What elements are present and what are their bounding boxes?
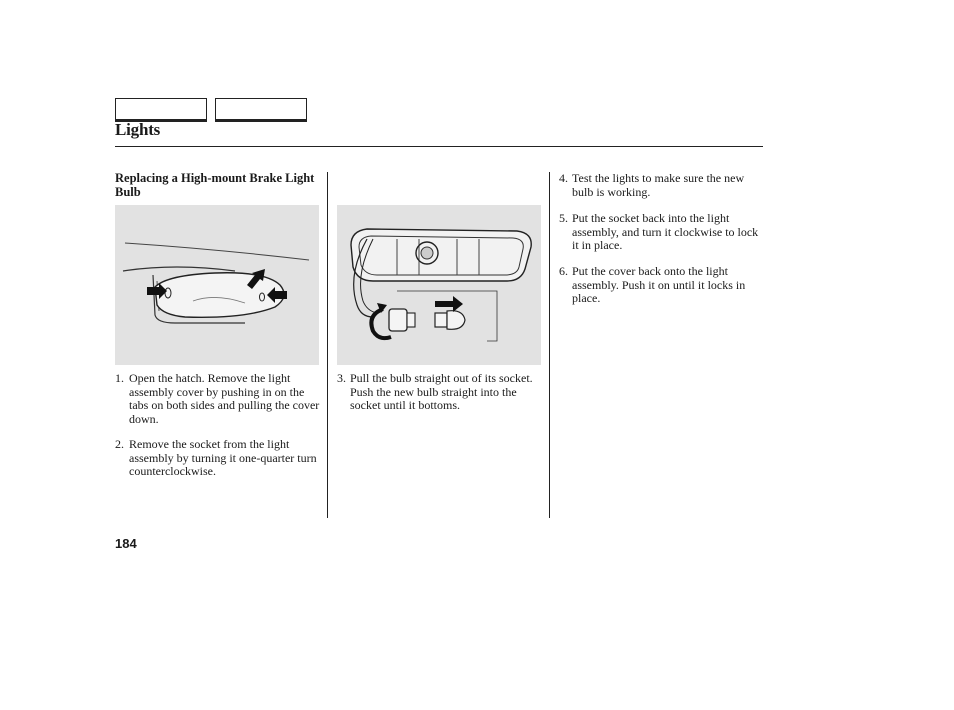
section-subtitle: Replacing a High-mount Brake Light Bulb	[115, 171, 315, 199]
step-text: Test the lights to make sure the new bulb is working.	[572, 171, 745, 199]
nav-tab-1[interactable]	[115, 98, 207, 122]
column-divider-2	[549, 172, 550, 518]
column-divider-1	[327, 172, 328, 518]
step-number: 2.	[115, 437, 124, 451]
step-4	[559, 172, 763, 199]
page-number: 184	[115, 536, 137, 551]
step-number: 1.	[115, 371, 124, 385]
step-text: Put the cover back onto the light assembly. Push it on until it locks in place.	[572, 264, 746, 305]
step-text: Pull the bulb straight out of its socket. Push the new bulb straight into the socket until it bottoms.	[350, 371, 533, 412]
nav-tab-2[interactable]	[215, 98, 307, 122]
step-1	[115, 372, 320, 426]
step-5	[559, 212, 763, 253]
step-text: Open the hatch. Remove the light assembly cover by pushing in on the tabs on both sides and pulling the cover down.	[129, 371, 320, 426]
step-text: Remove the socket from the light assembly by turning it one-quarter turn counterclockwise.	[129, 437, 317, 478]
cover-removal-illustration	[115, 205, 319, 365]
step-2	[115, 438, 320, 479]
step-6	[559, 265, 763, 306]
title-rule	[115, 146, 763, 147]
bulb-replacement-illustration	[337, 205, 541, 365]
step-number: 6.	[559, 264, 568, 278]
step-text: Put the socket back into the light assembly, and turn it clockwise to lock it in place.	[572, 211, 759, 252]
step-3	[337, 372, 543, 413]
step-number: 5.	[559, 211, 568, 225]
step-number: 4.	[559, 171, 568, 185]
step-number: 3.	[337, 371, 346, 385]
page-title: Lights	[115, 120, 161, 139]
